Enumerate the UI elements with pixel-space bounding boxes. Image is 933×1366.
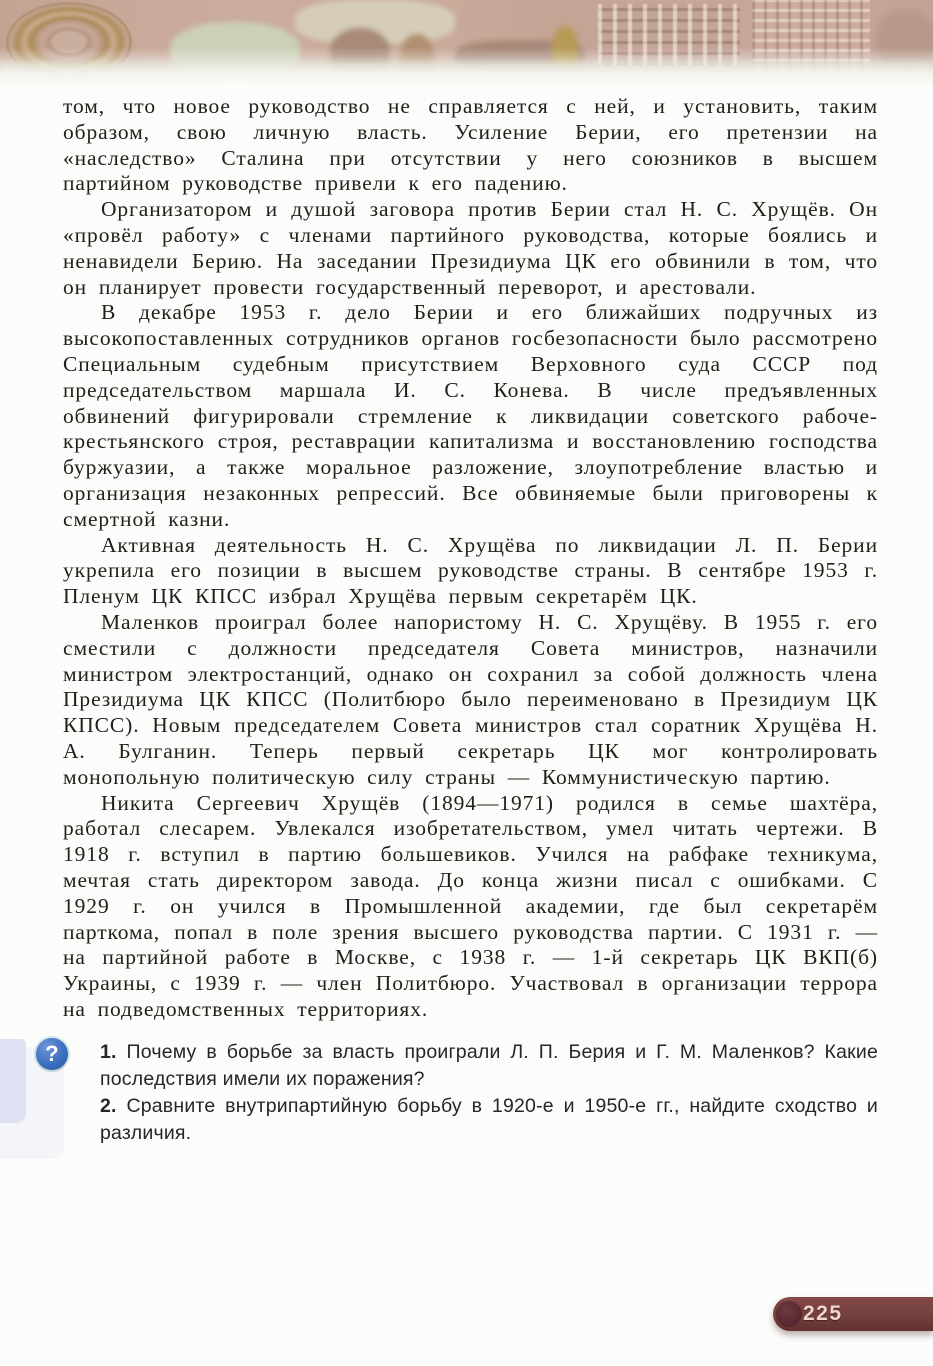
paragraph: Организатором и душой заговора против Берии стал Н. С. Хрущёв. Он «провёл работу» с членами партийного руководства, которые боялись и ненавидели Берию. На заседании Президиума ЦК его обвинили в том, что он планирует провести государственный переворот, и арестовали.: [63, 197, 878, 299]
page-number: 225: [803, 1302, 843, 1325]
band-fade-overlay: [0, 0, 933, 86]
page-body-text: [63, 94, 878, 1023]
paragraph-biography: Никита Сергеевич Хрущёв (1894—1971) родился в семье шахтёра, работал слесарем. Увлекался изобретательством, умел читать чертежи. В 1918 г. вступил в партию большевиков. Учился на рабфаке техникума, мечтая стать директором завода. До конца жизни писал с ошибками. С 1929 г. он учился в Промышленной академии, где был секретарём парткома, попал в поле зрения высшего руководства партии. С 1931 г. — на партийной работе в Москве, с 1938 г. — 1-й секретарь ЦК ВКП(б) Украины, с 1939 г. — член Политбюро. Участвовал в организации террора на подведомственных территориях.: [63, 790, 878, 1021]
question-number: 1.: [100, 1040, 117, 1063]
paragraph: Маленков проиграл более напористому Н. С. Хрущёву. В 1955 г. его сместили с должности председателя Совета министров, назначили министром электростанций, однако он сохранил за собой должность члена Президиума ЦК КПСС (Политбюро было переименовано в Президиум ЦК КПСС). Новым председателем Совета министров стал соратник Хрущёва Н. А. Булганин. Теперь первый секретарь ЦК мог контролировать монопольную политическую силу страны — Коммунистическую партию.: [63, 609, 878, 789]
paragraph: том, что новое руководство не справляется с ней, и установить, таким образом, свою личную власть. Усиление Берии, его претензии на «наследство» Сталина при отсутствии у него союзников в высшем партийном руководстве привели к его падению.: [63, 94, 878, 196]
question-number: 2.: [100, 1094, 117, 1117]
margin-accent-bar: [0, 1039, 26, 1123]
questions-block: [0, 1037, 933, 1147]
question-item: [100, 1093, 878, 1147]
question-item: [100, 1039, 878, 1093]
paragraph: Активная деятельность Н. С. Хрущёва по ликвидации Л. П. Берии укрепила его позиции в высшем руководстве страны. В сентябре 1953 г. Пленум ЦК КПСС избрал Хрущёва первым секретарём ЦК.: [63, 532, 878, 609]
question-text: Почему в борьбе за власть проиграли Л. П. Берия и Г. М. Маленков? Какие последствия имели их поражения?: [100, 1040, 878, 1090]
question-mark-icon: ?: [36, 1038, 68, 1070]
page-tab-dot: [776, 1301, 802, 1327]
question-text: Сравните внутрипартийную борьбу в 1920-е и 1950-е гг., найдите сходство и различия.: [100, 1094, 879, 1144]
decorative-header-band: [0, 0, 933, 86]
page-number-tab: [773, 1297, 933, 1331]
paragraph: В декабре 1953 г. дело Берии и его ближайших подручных из высокопоставленных сотрудников органов госбезопасности было рассмотрено Специальным судебным присутствием Верховного суда СССР под председательством маршала И. С. Конева. В числе предъявленных обвинений фигурировали стремление к ликвидации советского рабоче-крестьянского строя, реставрации капитализма и восстановлению господства буржуазии, а также моральное разложение, злоупотребление властью и организация незаконных репрессий. Все обвиняемые были приговорены к смертной казни.: [63, 300, 878, 531]
